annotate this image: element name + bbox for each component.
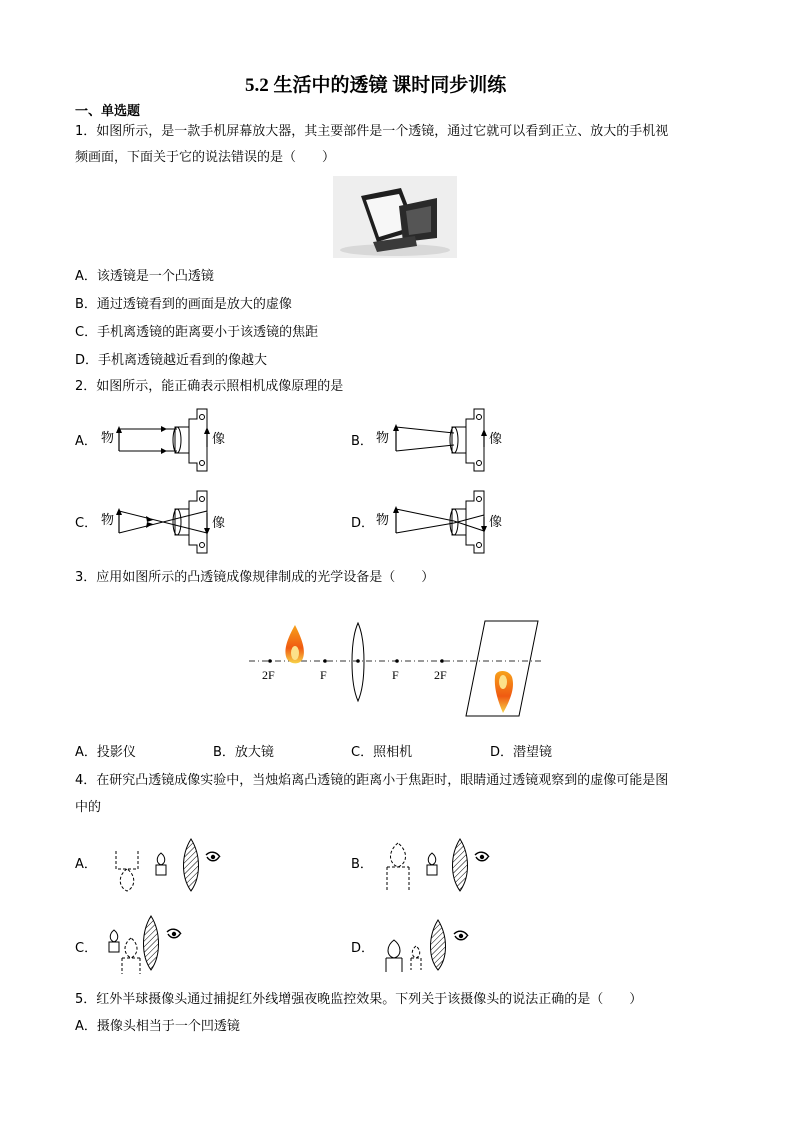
axis-label-f-left: F [320, 668, 327, 682]
q1-stem-line1: 1．如图所示，是一款手机屏幕放大器，其主要部件是一个透镜，通过它就可以看到正立、放大的手机视 [75, 124, 669, 139]
q4-diagram-a [110, 835, 230, 895]
q4-diagram-b [378, 835, 498, 895]
q2-option-c-label[interactable]: C． [75, 516, 98, 531]
q2-option-a-label[interactable]: A． [75, 434, 97, 449]
q4-stem-line2: 中的 [75, 800, 102, 815]
q1-option-d[interactable]: D．手机离透镜越近看到的像越大 [75, 353, 268, 368]
q2-option-d-label[interactable]: D． [351, 516, 375, 531]
q3-option-c[interactable]: C．照相机 [351, 745, 413, 760]
q4-stem-line1: 4．在研究凸透镜成像实验中，当烛焰离凸透镜的距离小于焦距时，眼睛通过透镜观察到的虚像可能是图 [75, 773, 669, 788]
q4-option-b-label[interactable]: B． [351, 857, 373, 872]
q4-option-c-label[interactable]: C． [75, 941, 98, 956]
q1-option-a[interactable]: A．该透镜是一个凸透镜 [75, 269, 214, 284]
q1-option-b[interactable]: B．通过透镜看到的画面是放大的虚像 [75, 297, 292, 312]
q3-option-b[interactable]: B．放大镜 [213, 745, 274, 760]
q2-diagram-c [95, 487, 235, 557]
q2-diagram-a [95, 405, 235, 475]
q4-diagram-d [378, 912, 498, 976]
section-heading: 一、单选题 [75, 104, 141, 119]
image-label: 像 [212, 431, 226, 446]
q1-stem-line2: 频画面，下面关于它的说法错误的是（ ） [75, 150, 336, 165]
q2-stem: 2．如图所示，能正确表示照相机成像原理的是 [75, 379, 344, 394]
screen-magnifier-photo [333, 176, 457, 258]
q2-option-b-label[interactable]: B． [351, 434, 373, 449]
q5-option-a[interactable]: A．摄像头相当于一个凹透镜 [75, 1019, 240, 1034]
image-label: 像 [489, 431, 503, 446]
q5-stem: 5．红外半球摄像头通过捕捉红外线增强夜晚监控效果。下列关于该摄像头的说法正确的是（ ） [75, 992, 643, 1007]
q4-option-d-label[interactable]: D． [351, 941, 375, 956]
q3-option-d[interactable]: D．潜望镜 [490, 745, 553, 760]
object-label: 物 [376, 430, 390, 445]
object-label: 物 [376, 512, 390, 527]
object-label: 物 [101, 512, 115, 527]
page-title: 5.2 生活中的透镜 课时同步训练 [245, 75, 507, 96]
image-label: 像 [212, 515, 226, 530]
axis-label-2f-left: 2F [262, 668, 275, 682]
q2-diagram-b [372, 405, 512, 475]
q3-option-a[interactable]: A．投影仪 [75, 745, 136, 760]
axis-label-2f-right: 2F [434, 668, 447, 682]
q4-diagram-c [105, 912, 225, 976]
q1-option-c[interactable]: C．手机离透镜的距离要小于该透镜的焦距 [75, 325, 319, 340]
image-label: 像 [489, 514, 503, 529]
object-label: 物 [101, 430, 115, 445]
q3-stem: 3．应用如图所示的凸透镜成像规律制成的光学设备是（ ） [75, 570, 435, 585]
convex-lens-imaging-diagram [245, 615, 545, 720]
q2-diagram-d [372, 487, 512, 557]
axis-label-f-right: F [392, 668, 399, 682]
q4-option-a-label[interactable]: A． [75, 857, 97, 872]
